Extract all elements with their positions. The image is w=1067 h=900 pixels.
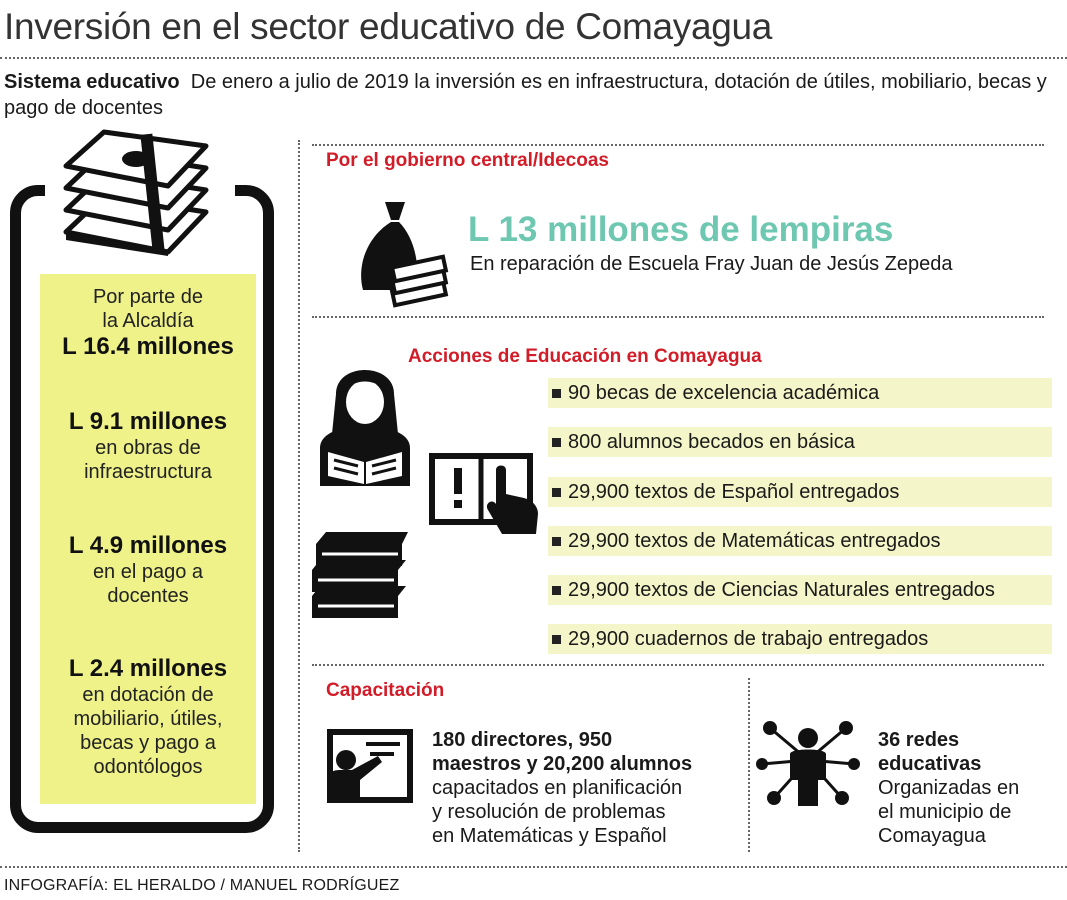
books-stack-icon [308,526,410,622]
credit: INFOGRAFÍA: EL HERALDO / MANUEL RODRÍGUEZ [4,877,400,894]
alcaldia-item-text: infraestructura [84,461,212,483]
alcaldia-item-text: becas y pago a [80,732,216,754]
money-stack-icon [58,128,210,256]
list-item: 90 becas de excelencia académica [568,382,880,404]
redes-text [878,728,1019,848]
subtitle-text: De enero a julio de 2019 la inversión es en infraestructura, dotación de útiles, mobiliario, becas y pago de docentes [4,71,1047,119]
money-bag-icon [355,198,451,310]
list-item: 29,900 textos de Ciencias Naturales entregados [568,579,995,601]
alcaldia-item-text: mobiliario, útiles, [73,708,223,730]
network-icon [756,720,860,808]
bullet-icon [552,438,561,447]
list-item: 800 alumnos becados en básica [568,431,855,453]
alcaldia-item-text: en dotación de [82,684,214,706]
title-divider [0,57,1067,59]
gobierno-desc: En reparación de Escuela Fray Juan de Jesús Zepeda [470,253,953,275]
alcaldia-intro-line1: Por parte de [92,286,204,308]
subtitle-label: Sistema educativo [4,71,180,93]
capacitacion-line: y resolución de problemas [432,801,666,823]
alcaldia-item-text: odontólogos [93,756,203,778]
column-divider [298,140,300,852]
capacitacion-line: capacitados en planificación [432,777,683,799]
acciones-heading: Acciones de Educación en Comayagua [408,346,762,367]
capacitacion-divider [748,678,750,852]
page-title: Inversión en el sector educativo de Comayagua [4,6,773,47]
alcaldia-item-amount: L 4.9 millones [68,532,228,559]
alcaldia-item [40,408,256,484]
list-item: 29,900 textos de Español entregados [568,481,900,503]
footer-divider [0,866,1067,868]
alcaldia-intro-line2: la Alcaldía [102,310,194,332]
alcaldia-item [40,655,256,779]
capacitacion-text [432,728,692,848]
redes-line: Organizadas en [878,777,1020,799]
teacher-board-icon [324,728,414,804]
student-reading-icon [314,352,416,488]
list-item: 29,900 textos de Matemáticas entregados [568,530,941,552]
alcaldia-item-amount: L 2.4 millones [68,655,228,682]
alcaldia-item-text: docentes [107,585,189,607]
alcaldia-intro [40,285,256,361]
touch-book-icon [428,450,544,540]
bullet-icon [552,537,561,546]
capacitacion-bold: 180 directores, 950 [432,729,613,751]
list-item: 29,900 cuadernos de trabajo entregados [568,628,929,650]
bullet-icon [552,389,561,398]
capacitacion-line: en Matemáticas y Español [432,825,667,847]
capacitacion-bold: maestros y 20,200 alumnos [432,753,693,775]
capacitacion-heading: Capacitación [326,680,445,701]
gobierno-amount: L 13 millones de lempiras [468,210,894,249]
alcaldia-item-amount: L 9.1 millones [68,408,228,435]
subtitle [4,69,1054,121]
bullet-icon [552,586,561,595]
alcaldia-item [40,532,256,608]
section-divider [312,144,1044,146]
redes-bold: 36 redes [878,729,960,751]
redes-line: el municipio de [878,801,1012,823]
redes-line: Comayagua [878,825,986,847]
alcaldia-item-text: en el pago a [92,561,204,583]
bullet-icon [552,488,561,497]
redes-bold: educativas [878,753,982,775]
alcaldia-total: L 16.4 millones [62,333,234,360]
bullet-icon [552,635,561,644]
alcaldia-item-text: en obras de [95,437,201,459]
gobierno-heading: Por el gobierno central/Idecoas [326,150,609,171]
section-divider [312,316,1044,318]
section-divider [312,664,1044,666]
